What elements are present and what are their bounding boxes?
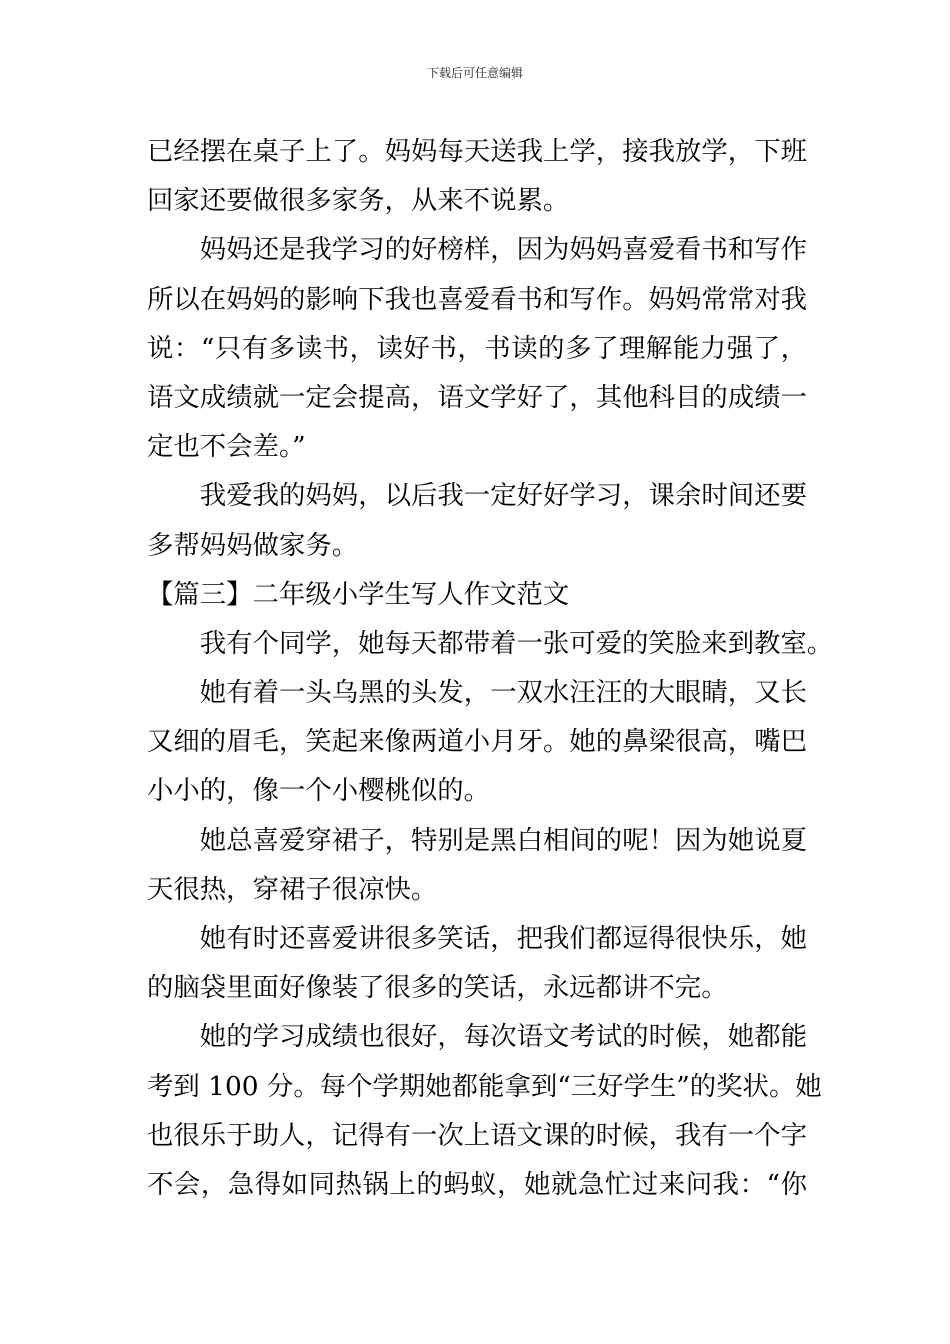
text-line: 回家还要做很多家务，从来不说累。 xyxy=(147,185,570,217)
text-line: 天很热，穿裙子很凉快。 xyxy=(147,873,438,905)
text-line: 说：“只有多读书，读好书，书读的多了理解能力强了， xyxy=(147,332,807,364)
text-line: 我爱我的妈妈，以后我一定好好学习，课余时间还要 xyxy=(199,480,807,512)
text-line: 已经摆在桌子上了。妈妈每天送我上学，接我放学，下班 xyxy=(147,136,807,167)
text-line: 定也不会差。” xyxy=(147,431,306,463)
text-line: 多帮妈妈做家务。 xyxy=(147,529,359,561)
text-line: 也很乐于助人，记得有一次上语文课的时候，我有一个字 xyxy=(147,1119,807,1151)
text-line: 小小的，像一个小樱桃似的。 xyxy=(147,775,491,807)
text-line: 她总喜爱穿裙子，特别是黑白相间的呢！因为她说夏 xyxy=(199,824,807,856)
text-line: 她有时还喜爱讲很多笑话，把我们都逗得很快乐，她 xyxy=(199,923,807,954)
text-line: 所以在妈妈的影响下我也喜爱看书和写作。妈妈常常对我 xyxy=(147,283,807,315)
text-line: 她的学习成绩也很好，每次语文考试的时候，她都能 xyxy=(199,1021,807,1053)
text-line: 又细的眉毛，笑起来像两道小月牙。她的鼻梁很高，嘴巴 xyxy=(147,726,807,758)
text-line: 妈妈还是我学习的好榜样，因为妈妈喜爱看书和写作 xyxy=(199,234,807,266)
text-line: 我有个同学，她每天都带着一张可爱的笑脸来到教室。 xyxy=(199,627,834,659)
text-line: 语文成绩就一定会提高，语文学好了，其他科目的成绩一 xyxy=(147,381,807,413)
document-body xyxy=(147,127,834,1209)
page-header: 下载后可任意编辑 xyxy=(426,66,523,80)
text-line: 【篇三】二年级小学生写人作文范文 xyxy=(147,578,570,610)
text-line: 的脑袋里面好像装了很多的笑话，永远都讲不完。 xyxy=(147,972,728,1004)
text-line: 她有着一头乌黑的头发，一双水汪汪的大眼睛，又长 xyxy=(199,677,807,709)
text-line: 考到 100 分。每个学期她都能拿到“三好学生”的奖状。她 xyxy=(147,1070,822,1102)
text-line: 不会，急得如同热锅上的蚂蚁，她就急忙过来问我：“你 xyxy=(147,1168,807,1200)
